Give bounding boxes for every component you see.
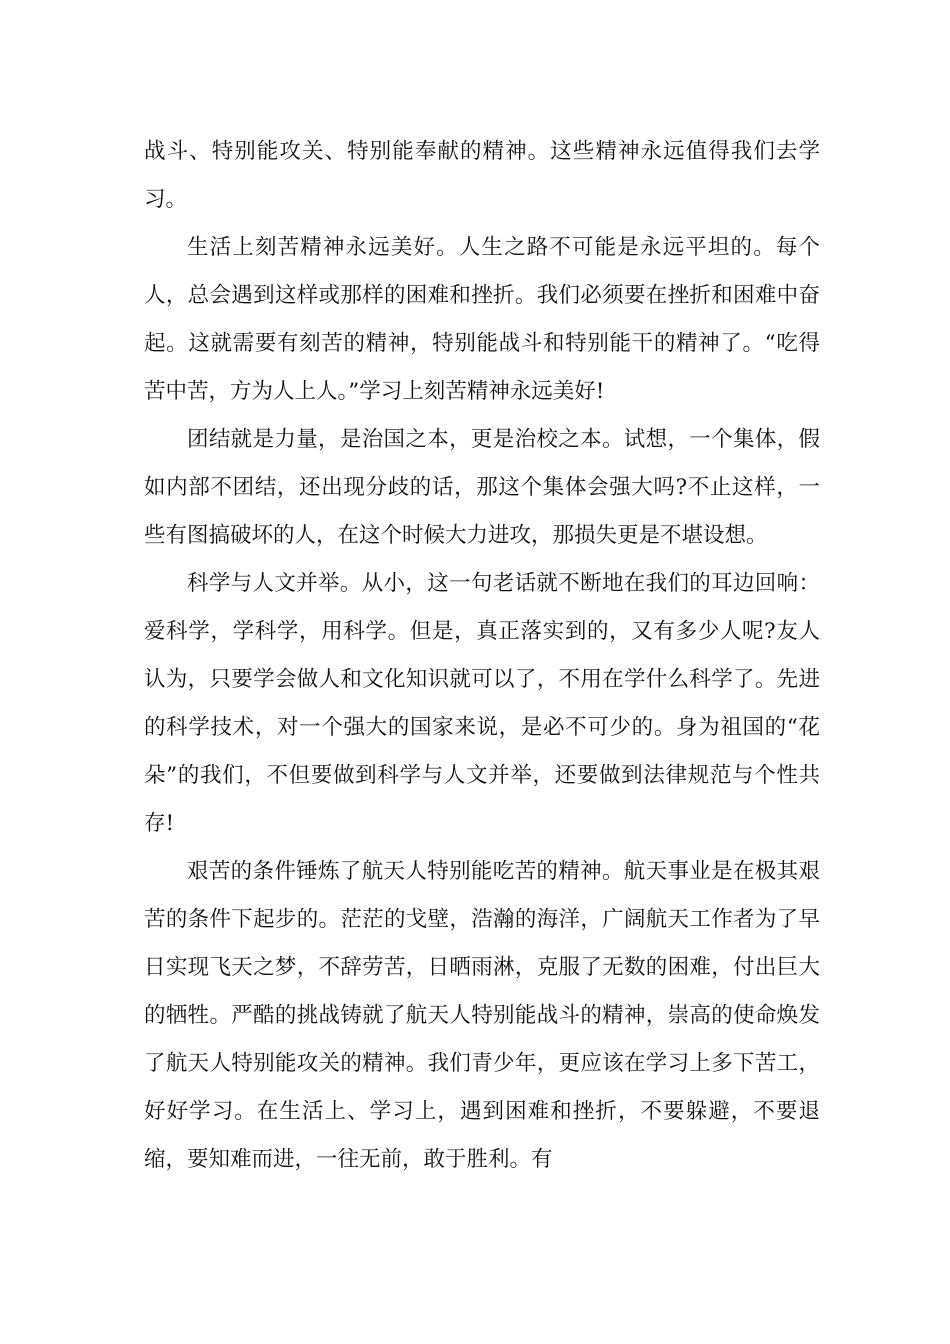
document-body	[144, 128, 820, 1184]
paragraph-4: 科学与人文并举。从小，这一句老话就不断地在我们的耳边回响：爱科学，学科学，用科学。但是，真正落实到的，又有多少人呢?友人认为，只要学会做人和文化知识就可以了，不用在学什么科学了。先进的科学技术，对一个强大的国家来说，是必不可少的。身为祖国的“花朵”的我们，不但要做到科学与人文并举，还要做到法律规范与个性共存!	[144, 571, 820, 836]
paragraph-2: 生活上刻苦精神永远美好。人生之路不可能是永远平坦的。每个人，总会遇到这样或那样的困难和挫折。我们必须要在挫折和困难中奋起。这就需要有刻苦的精神，特别能战斗和特别能干的精神了。“吃得苦中苦，方为人上人。”学习上刻苦精神永远美好!	[144, 235, 820, 404]
paragraph-5: 艰苦的条件锤炼了航天人特别能吃苦的精神。航天事业是在极其艰苦的条件下起步的。茫茫的戈壁，浩瀚的海洋，广阔航天工作者为了早日实现飞天之梦，不辞劳苦，日晒雨淋，克服了无数的困难，付出巨大的牺牲。严酷的挑战铸就了航天人特别能战斗的精神，崇高的使命焕发了航天人特别能攻关的精神。我们青少年，更应该在学习上多下苦工，好好学习。在生活上、学习上，遇到困难和挫折，不要躲避，不要退缩，要知难而进，一往无前，敢于胜利。有	[144, 859, 820, 1172]
paragraph-3: 团结就是力量，是治国之本，更是治校之本。试想，一个集体，假如内部不团结，还出现分歧的话，那这个集体会强大吗?不止这样，一些有图搞破坏的人，在这个时候大力进攻，那损失更是不堪设想。	[144, 427, 820, 548]
paragraph-1: 战斗、特别能攻关、特别能奉献的精神。这些精神永远值得我们去学习。	[144, 139, 820, 212]
